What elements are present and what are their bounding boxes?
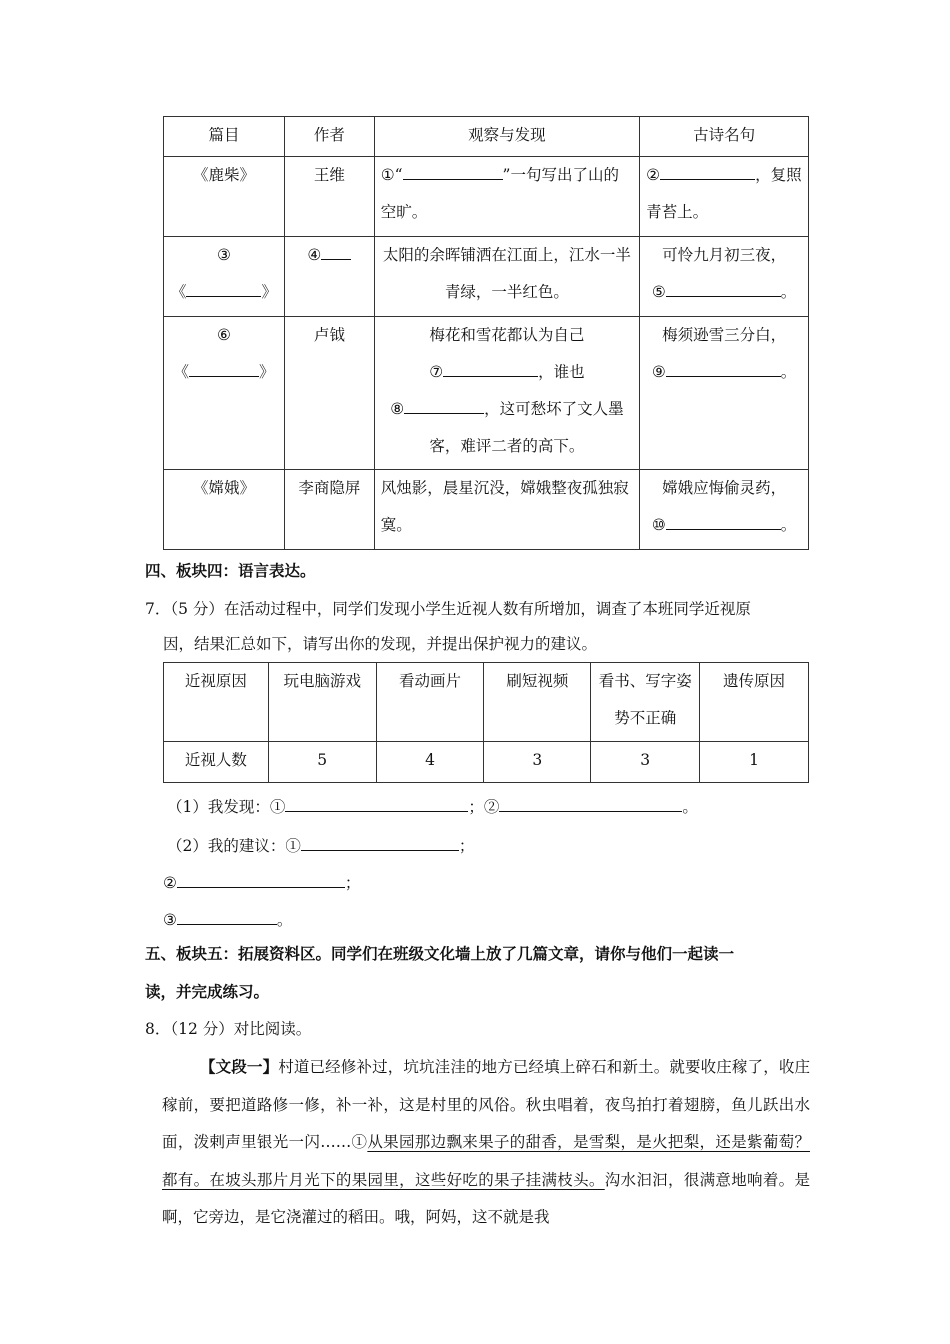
answer-blank-10[interactable] [666,509,781,530]
reason-genetics: 遗传原因 [700,663,809,742]
count-computer-games: 5 [268,742,376,783]
answer-blank-1[interactable] [403,159,503,180]
q8-heading: 8．（12 分）对比阅读。 [145,1020,312,1038]
answer-blank-9[interactable] [666,356,781,377]
row4-title: 《嫦娥》 [164,470,285,550]
row2-famous-line: 可怜九月初三夜， ⑤ 。 [640,237,809,317]
answer-blank-8[interactable] [404,393,484,414]
q7-prompt-line-2: 因，结果汇总如下，请写出你的发现，并提出保护视力的建议。 [163,635,598,653]
reason-computer-games: 玩电脑游戏 [268,663,376,742]
q7-suggestion-line: （2）我的建议：① ； [167,830,474,858]
answer-blank-3[interactable] [186,276,261,297]
count-posture: 3 [591,742,700,783]
suggestion-blank-1[interactable] [301,830,459,851]
row1-famous-line: ② ，复照青苔上。 [640,157,809,237]
poem-row-1 [164,157,809,237]
row3-title: ⑥ 《 》 [164,317,285,470]
myopia-counts-row [164,742,809,783]
count-short-videos: 3 [484,742,591,783]
poem-row-2 [164,237,809,317]
counts-label: 近视人数 [164,742,269,783]
row1-author: 王维 [284,157,374,237]
header-famous-line: 古诗名句 [640,117,809,157]
row4-author: 李商隐屏 [284,470,374,550]
section-5-heading-line-1: 五、板块五：拓展资料区。同学们在班级文化墙上放了几篇文章，请你与他们一起读一 [145,944,735,963]
reason-cartoons: 看动画片 [376,663,484,742]
row2-observation: 太阳的余晖铺洒在江面上，江水一半青绿，一半红色。 [374,237,639,317]
suggestion-blank-2[interactable] [177,867,345,888]
row2-title: ③ 《 》 [164,237,285,317]
count-genetics: 1 [700,742,809,783]
header-author: 作者 [284,117,374,157]
poem-table [163,116,809,550]
q7-suggestion-line-2: ② ； [163,867,360,895]
answer-blank-7[interactable] [443,356,538,377]
row3-author: 卢钺 [284,317,374,470]
finding-blank-1[interactable] [285,791,468,812]
section-5-heading-line-2: 读，并完成练习。 [145,982,270,1001]
row1-observation: ①“ ”一句写出了山的空旷。 [374,157,639,237]
row1-title: 《鹿柴》 [164,157,285,237]
reason-posture: 看书、写字姿势不正确 [591,663,700,742]
row3-observation: 梅花和雪花都认为自己 ⑦ ，谁也 ⑧ ，这可愁坏了文人墨客，难评二者的高下。 [374,317,639,470]
poem-table-header-row [164,117,809,157]
section-4-heading: 四、板块四：语言表达。 [145,561,316,580]
q7-finding-line: （1）我发现：① ；② 。 [167,791,698,819]
row4-famous-line: 嫦娥应悔偷灵药， ⑩ 。 [640,470,809,550]
header-title: 篇目 [164,117,285,157]
row2-author: ④ [284,237,374,317]
passage-one-label: 【文段一】 [200,1057,279,1076]
answer-blank-4[interactable] [321,239,351,260]
poem-row-3 [164,317,809,470]
row4-observation: 风烛影，晨星沉没，嫦娥整夜孤独寂寞。 [374,470,639,550]
suggestion-blank-3[interactable] [177,904,277,925]
answer-blank-5[interactable] [666,276,781,297]
reason-short-videos: 刷短视频 [484,663,591,742]
header-observation: 观察与发现 [374,117,639,157]
q7-prompt-line-1: 7．（5 分）在活动过程中，同学们发现小学生近视人数有所增加，调查了本班同学近视原 [145,600,751,618]
row3-famous-line: 梅须逊雪三分白， ⑨ 。 [640,317,809,470]
myopia-table [163,662,809,783]
count-cartoons: 4 [376,742,484,783]
answer-blank-2[interactable] [660,159,755,180]
passage-one: 【文段一】村道已经修补过，坑坑洼洼的地方已经填上碎石和新土。就要收庄稼了，收庄稼前，要把道路修一修，补一补，这是村里的风俗。秋虫唱着，夜鸟拍打着翅膀，鱼儿跃出水面，泼剌声里银光一闪……①从果园那边飘来果子的甜香，是雪梨，是火把梨，还是紫葡萄？都有。在坡头那片月光下的果园里，这些好吃的果子挂满枝头。沟水汩汩，很满意地响着。是啊，它旁边，是它浇灌过的稻田。哦，阿妈，这不就是我 [162,1057,810,1227]
finding-blank-2[interactable] [499,791,682,812]
underlined-sentence-1: 从果园那边飘来果子的甜香，是雪梨，是火把梨，还是紫葡萄？都有。在坡头那片月光下的果园里，这些好吃的果子挂满枝头。 [162,1133,810,1189]
poem-row-4 [164,470,809,550]
q7-suggestion-line-3: ③ 。 [163,904,292,932]
reasons-label: 近视原因 [164,663,269,742]
answer-blank-6[interactable] [189,356,259,377]
myopia-reasons-row [164,663,809,742]
